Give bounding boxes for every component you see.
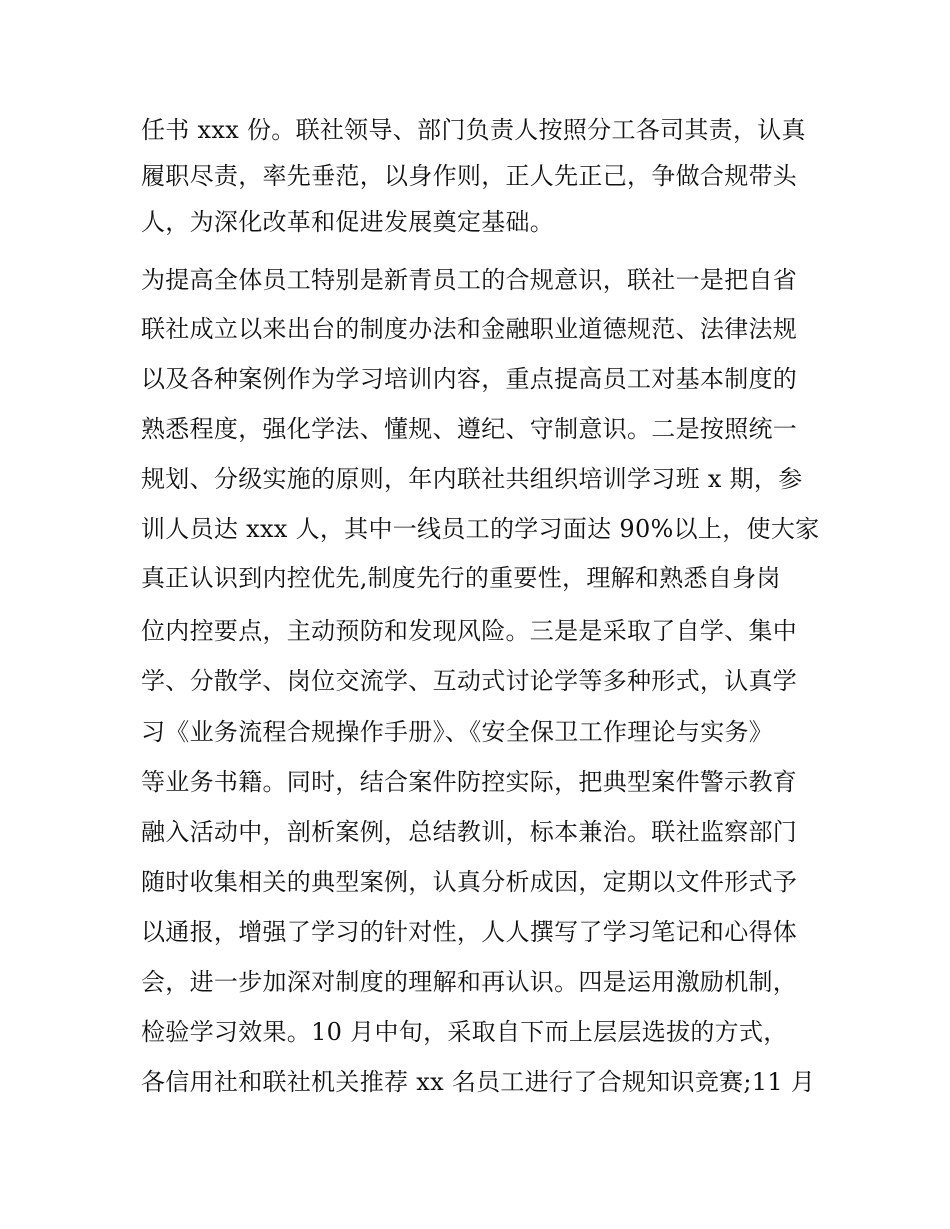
text-line: 融入活动中，剖析案例，总结教训，标本兼治。联社监察部门 [141, 818, 798, 846]
text-line: 规划、分级实施的原则，年内联社共组织培训学习班 x 期，参 [141, 465, 803, 493]
text-line: 以及各种案例作为学习培训内容，重点提高员工对基本制度的 [141, 365, 798, 393]
text-line: 联社成立以来出台的制度办法和金融职业道德规范、法律法规 [141, 315, 798, 343]
text-line: 随时收集相关的典型案例，认真分析成因，定期以文件形式予 [141, 868, 798, 896]
text-line: 人，为深化改革和促进发展奠定基础。 [141, 208, 555, 236]
text-line: 任书 xxx 份。联社领导、部门负责人按照分工各司其责，认真 [141, 116, 806, 144]
text-line: 习《业务流程合规操作手册》、《安全保卫工作理论与实务》 [141, 718, 774, 746]
text-line: 训人员达 xxx 人，其中一线员工的学习面达 90%以上，使大家 [141, 515, 820, 543]
text-line: 真正认识到内控优先,制度先行的重要性，理解和熟悉自身岗 [141, 564, 781, 592]
text-line: 各信用社和联社机关推荐 xx 名员工进行了合规知识竞赛;11 月 [141, 1068, 816, 1096]
text-line: 以通报，增强了学习的针对性，人人撰写了学习笔记和心得体 [141, 918, 798, 946]
text-line: 会，进一步加深对制度的理解和再认识。四是运用激励机制， [141, 968, 798, 996]
text-line: 履职尽责，率先垂范，以身作则，正人先正己，争做合规带头 [141, 162, 798, 190]
text-line: 学、分散学、岗位交流学、互动式讨论学等多种形式，认真学 [141, 667, 798, 695]
text-line: 检验学习效果。10 月中旬，采取自下而上层层选拔的方式， [141, 1018, 788, 1046]
text-line: 等业务书籍。同时，结合案件防控实际，把典型案件警示教育 [141, 768, 798, 796]
text-line: 位内控要点，主动预防和发现风险。三是是采取了自学、集中 [141, 617, 798, 645]
text-line: 熟悉程度，强化学法、懂规、遵纪、守制意识。二是按照统一 [141, 415, 798, 443]
text-line: 为提高全体员工特别是新青员工的合规意识，联社一是把自省 [141, 266, 798, 294]
